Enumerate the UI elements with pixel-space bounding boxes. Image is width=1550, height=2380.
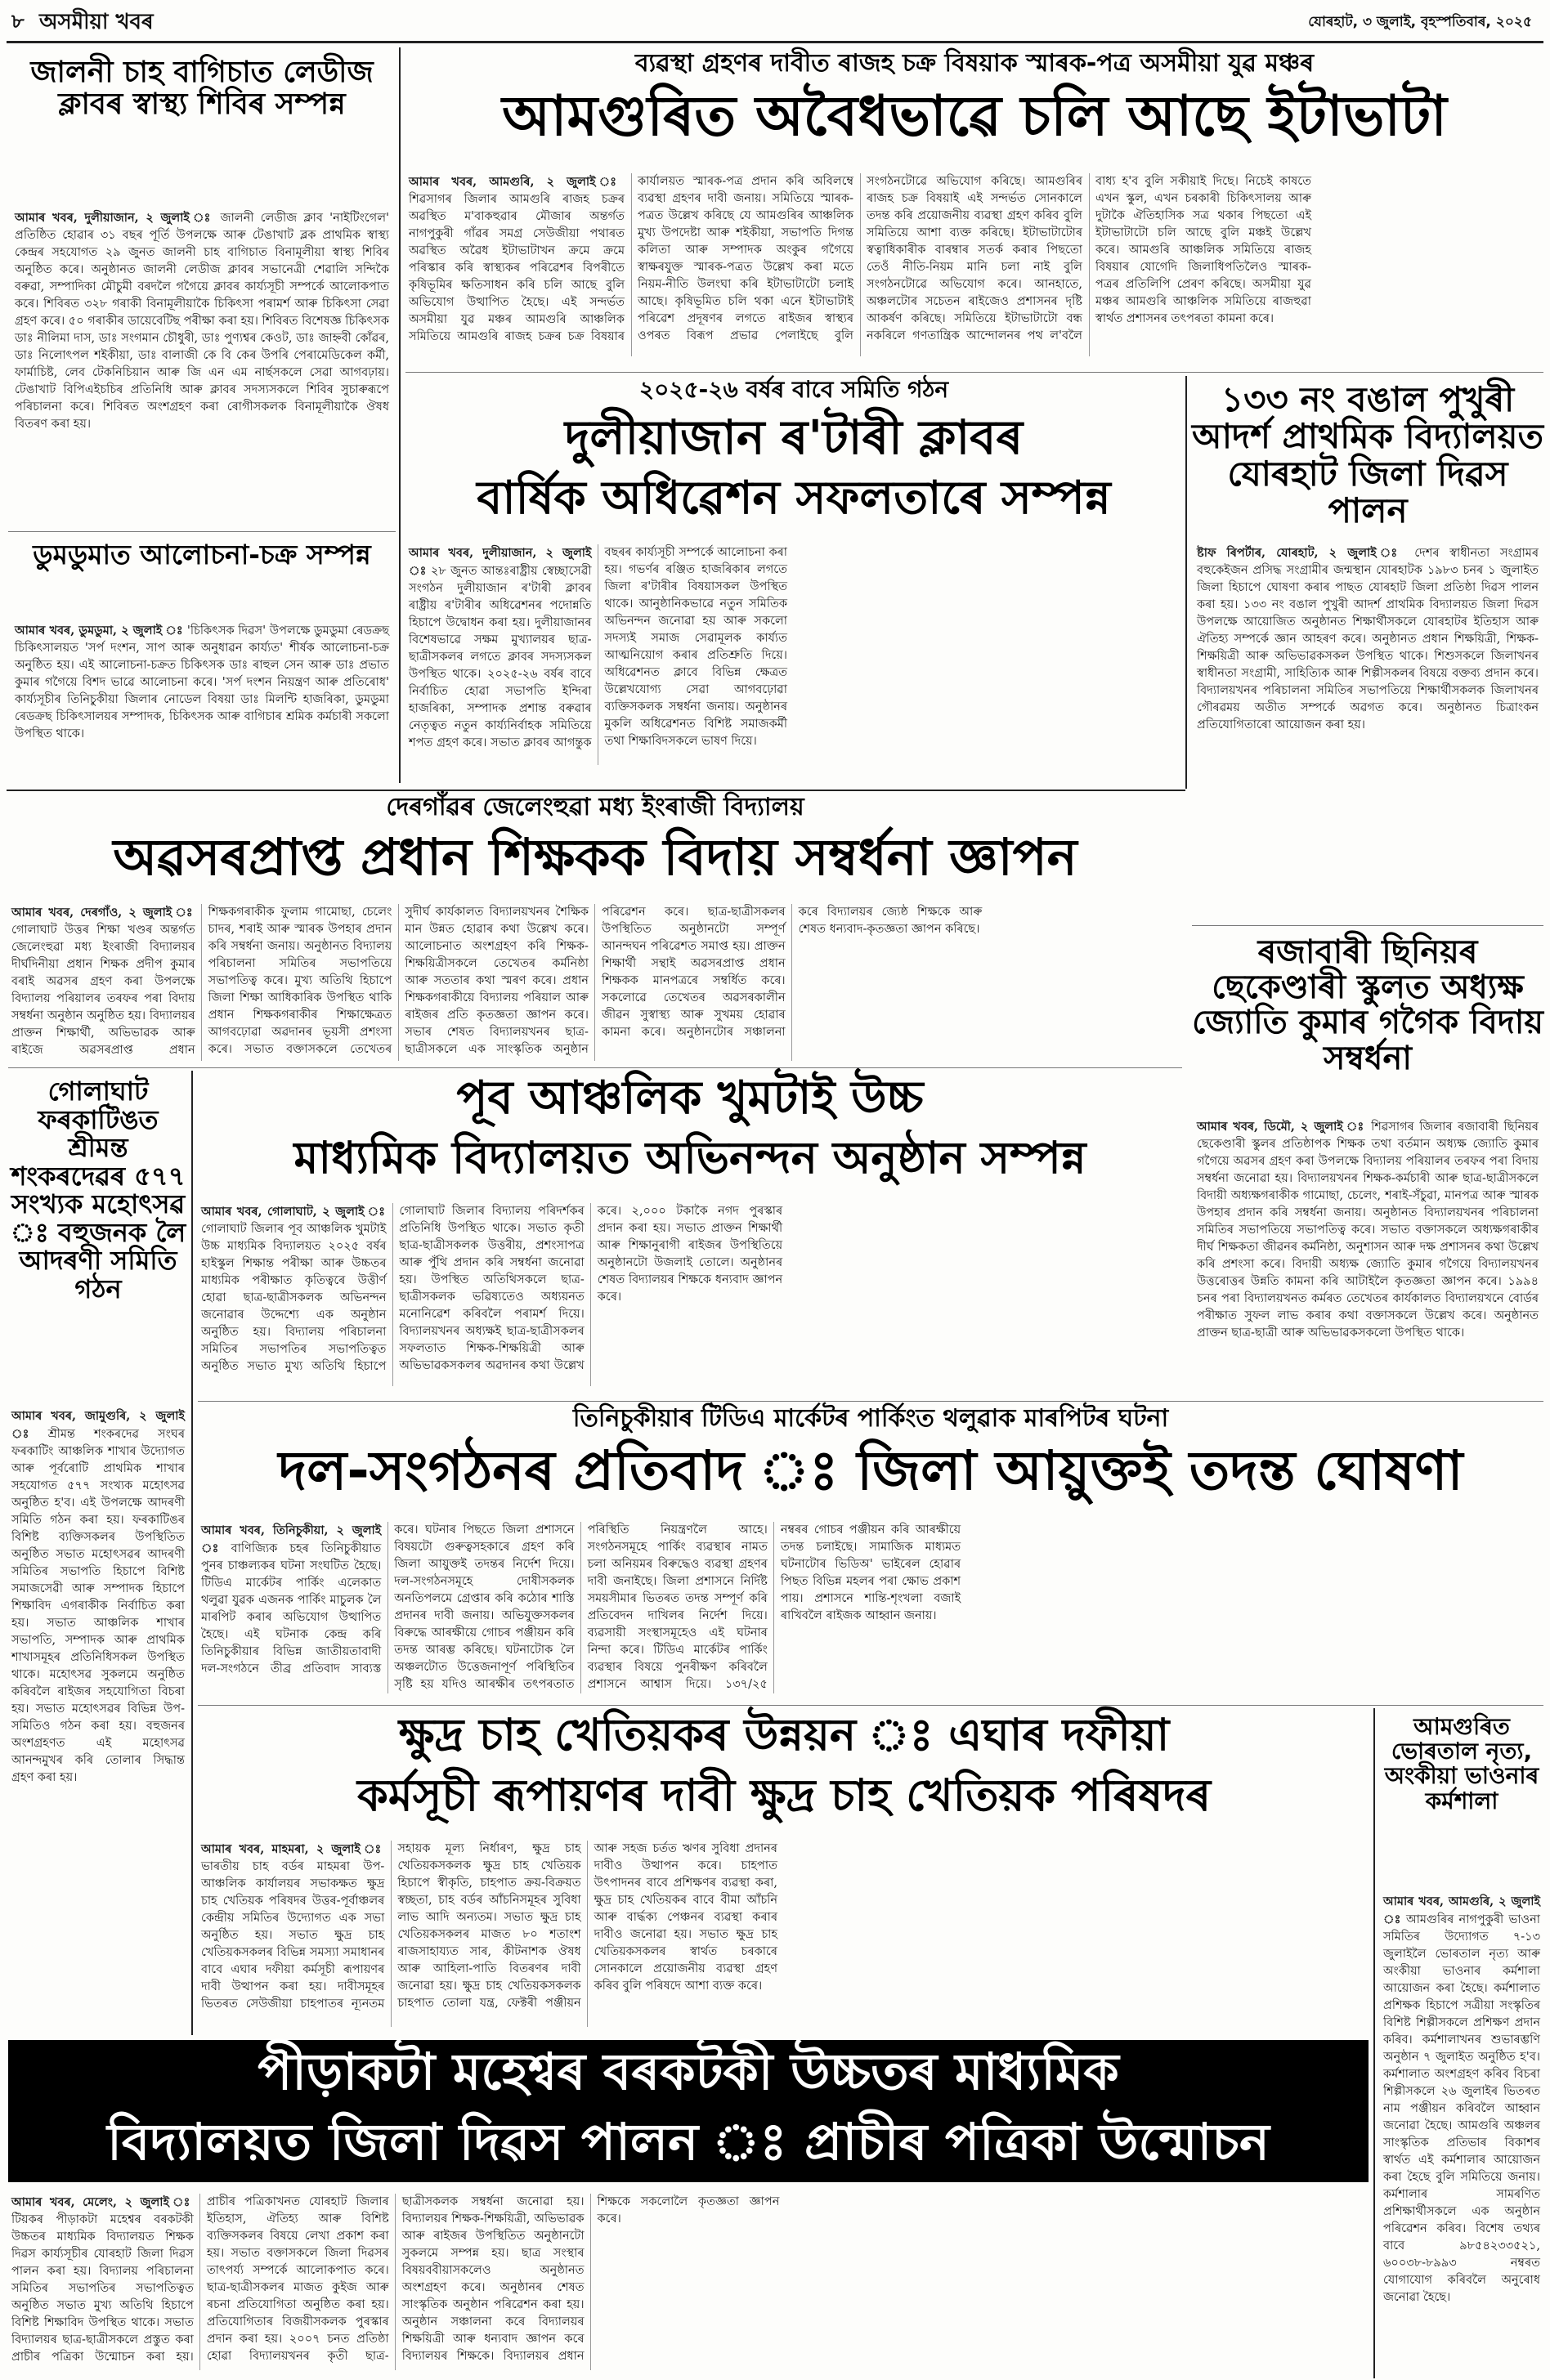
header-rule xyxy=(7,41,1543,43)
story-body xyxy=(198,1198,1182,1391)
headline: অৱসৰপ্ৰাপ্ত প্ৰধান শিক্ষকক বিদায় সম্বৰ্ধনা জ্ঞাপন xyxy=(113,827,1077,887)
body-text: শিৱসাগৰ জিলাৰ ৰজাবাৰী ছিনিয়ৰ ছেকেণ্ডাৰী স্কুলৰ প্ৰতিষ্ঠাপক শিক্ষক তথা বৰ্তমান অধ্যক্ষ জ্যোতি কুমাৰ গগৈয়ে অৱসৰ গ্ৰহণ কৰা উপলক্ষে বিদ্যালয় পৰিয়ালৰ তৰফৰ পৰা বিদায় সম্বৰ্ধনা জনোৱা হয়। বিদ্যালয়খনৰ শিক্ষক-কৰ্মচাৰী আৰু ছাত্ৰ-ছাত্ৰীসকলে বিদায়ী অধ্যক্ষগৰাকীক গামোছা, চেলেং, শৰাই-সঁচুৱা, মানপত্ৰ আৰু স্মাৰক উপহাৰ প্ৰদান কৰি সম্বৰ্ধনা জনায়। অনুষ্ঠানত বিদ্যালয়খনৰ পৰিচালনা সমিতিৰ সভাপতিয়ে সভাপতিত্ব কৰে। সভাত বক্তাসকলে অধ্যক্ষগৰাকীৰ দীৰ্ঘ শিক্ষকতা জীৱনৰ কৰ্মনিষ্ঠা, অনুশাসন আৰু দক্ষ প্ৰশাসনৰ কথা উল্লেখ কৰি প্ৰশংসা কৰে। বিদায়ী অধ্যক্ষ জ্যোতি কুমাৰ গগৈয়ে বিদ্যালয়খনৰ উত্তৰোত্তৰ উন্নতি কামনা কৰি আটাইলৈ কৃতজ্ঞতা জ্ঞাপন কৰে। ১৯৯৪ চনৰ পৰা বিদ্যালয়খনত কৰ্মৰত তেখেতৰ কাৰ্যকালত বিদ্যালয়খনে বোৰ্ডৰ পৰীক্ষাত সুফল লাভ কৰাৰ কথা বক্তাসকলে উল্লেখ কৰে। অনুষ্ঠানত প্ৰাক্তন ছাত্ৰ-ছাত্ৰী আৰু অভিভাৱকসকলো উপস্থিত থাকে। xyxy=(1197,1121,1539,1340)
story-tinsukia xyxy=(198,1406,1543,1700)
story-body xyxy=(198,1517,1543,1698)
body-text: 'চিকিৎসক দিৱস' উপলক্ষে ডুমডুমা ৰেডক্ৰছ চিকিৎসালয়ত 'সৰ্প দংশন, সাপ আৰু অনুধাৱন কাৰ্য্যত' শীৰ্ষক আলোচনা-চক্ৰ অনুষ্ঠিত হয়। এই আলোচনা-চক্ৰত চিকিৎসক ডাঃ ৰাহুল সেন আৰু ডাঃ প্ৰভাত কুমাৰ গগৈয়ে বিশদ ভাৱে আলোচনা কৰে। 'সৰ্প দংশন নিয়ন্ত্ৰণ আৰু প্ৰতিৰোধ' কাৰ্য্যসূচীৰ তিনিচুকীয়া জিলাৰ নোডেল বিষয়া ডাঃ মিলন্টি হাজৰিকা, ডুমডুমা ৰেডক্ৰছ চিকিৎসালয়ৰ সম্পাদক, চিকিৎসক আৰু বাগিচাৰ শ্ৰমিক কৰ্মচাৰী সকলো উপস্থিত থাকে। xyxy=(15,624,389,740)
story-body xyxy=(198,1836,1370,2032)
story-primary-school xyxy=(1192,378,1543,786)
story-small-tea xyxy=(198,1711,1370,2030)
dateline: আমাৰ খবৰ, দুলীয়াজান, ২ জুলাই ঃ xyxy=(15,211,221,225)
divider xyxy=(198,1705,1543,1706)
dateline: আমাৰ খবৰ, দুলীয়াজান, ২ জুলাই ঃ xyxy=(409,546,592,578)
story-body xyxy=(1192,1115,1543,1424)
headline: ডুমডুমাত আলোচনা-চক্ৰ সম্পন্ন xyxy=(33,539,371,570)
story-rajabari xyxy=(1192,932,1543,1422)
dateline: ষ্টাফ ৰিপৰ্টাৰ, যোৰহাট, ২ জুলাই ঃ xyxy=(1197,546,1415,560)
kicker: ব্যৱস্থা গ্ৰহণৰ দাবীত ৰাজহ চক্ৰ বিষয়াক স্মাৰক-পত্ৰ অসমীয়া যুৱ মঞ্চৰ xyxy=(634,49,1315,78)
column-rule xyxy=(399,47,401,783)
body-text: শিৱসাগৰ জিলাৰ আমগুৰি ৰাজহ চক্ৰৰ অৱস্থিত ম'বাকহুৱাৰ মৌজাৰ অন্তৰ্গত নাগপুকুৰী গাঁৱৰ সমগ্ৰ সেউজীয়া পথাৰত অৱস্থিত অৱৈধ ইটাভাটাখন ক্ৰমে ক্ৰমে পৰিস্কাৰ কৰি স্বাস্থ্যকৰ পৰিৱেশৰ বিপৰীতে কৃষিভূমিৰ ক্ষতিসাধন কৰি চলি আছে বুলি অভিযোগ উত্থাপিত হৈছে। এই সন্দৰ্ভত অসমীয়া যুৱ মঞ্চৰ আমগুৰি আঞ্চলিক সমিতিয়ে আমগুৰি ৰাজহ চক্ৰৰ চক্ৰ বিষয়াৰ কাৰ্যালয়ত স্মাৰক-পত্ৰ প্ৰদান কৰি অবিলম্বে ব্যৱস্থা গ্ৰহণৰ দাবী জনায়। সমিতিয়ে স্মাৰক-পত্ৰত উল্লেখ কৰিছে যে আমগুৰিৰ আঞ্চলিক মুখ্য উপদেষ্টা আৰু শইকীয়া, সভাপতি দিগন্ত কলিতা আৰু সম্পাদক অংকুৰ গগৈয়ে স্বাক্ষৰযুক্ত স্মাৰক-পত্ৰত উল্লেখ কৰা মতে নিয়ম-নীতি উলংঘা কৰি ইটাভাটাটো চলাই আছে। কৃষিভূমিত চলি থকা এনে ইটাভাটাই পৰিৱেশ প্ৰদূষণৰ লগতে ৰাইজৰ স্বাস্থ্যৰ ওপৰত বিৰূপ প্ৰভাৱ পেলাইছে বুলি সংগঠনটোৱে অভিযোগ কৰিছে। আমগুৰিৰ ৰাজহ চক্ৰ বিষয়াই এই সন্দৰ্ভত সোনকালে তদন্ত কৰি প্ৰয়োজনীয় ব্যৱস্থা গ্ৰহণ কৰিব বুলি সমিতিয়ে আশা ব্যক্ত কৰিছে। ইটাভাটাটোৰ স্বত্বাধিকাৰীক বাৰম্বাৰ সতৰ্ক কৰাৰ পিছতো তেওঁ নীতি-নিয়ম মানি চলা নাই বুলি সংগঠনটোৱে অভিযোগ কৰে। আনহাতে, অঞ্চলটোৰ সচেতন ৰাইজেও প্ৰশাসনৰ দৃষ্টি আকৰ্ষণ কৰিছে। সমিতিয়ে ইটাভাটাটো বন্ধ নকৰিলে গণতান্ত্ৰিক আন্দোলনৰ পথ ল'বলৈ বাধ্য হ'ব বুলি সকীয়াই দিছে। নিচেই কাষতে এখন স্কুল, এখন চৰকাৰী চিকিৎসালয় আৰু দুটাকৈ ঐতিহাসিক সত্ৰ থকাৰ পিছতো এই ইটাভাটাটো চলি আছে বুলি মঞ্চই উল্লেখ কৰে। আমগুৰি আঞ্চলিক সমিতিয়ে ৰাজহ বিষয়াৰ যোগেদি জিলাধিপতিলৈও স্মাৰক-পত্ৰৰ প্ৰতিলিপি প্ৰেৰণ কৰিছে। অসমীয়া যুৱ মঞ্চৰ আমগুৰি আঞ্চলিক সমিতিয়ে ৰাজহুৱা স্বাৰ্থত প্ৰশাসনৰ তৎপৰতা কামনা কৰে। xyxy=(409,175,1311,343)
headline-line-2: কৰ্মসূচী ৰূপায়ণৰ দাবী ক্ষুদ্ৰ চাহ খেতিয়ক পৰিষদৰ xyxy=(357,1769,1211,1821)
column-rule xyxy=(1373,1708,1375,2378)
headline: আমগুৰিত ভোৰতাল নৃত্য, অংকীয়া ভাওনাৰ কৰ্মশালা xyxy=(1384,1713,1539,1814)
body-text: গোলাঘাট উত্তৰ শিক্ষা খণ্ডৰ অন্তৰ্গত জেলেংহুৱা মধ্য ইংৰাজী বিদ্যালয়ৰ দীৰ্ঘদিনীয়া প্ৰধান শিক্ষক প্ৰদীপ কুমাৰ বৰাই অৱসৰ গ্ৰহণ কৰা উপলক্ষে বিদ্যালয় পৰিয়ালৰ তৰফৰ পৰা বিদায় সম্বৰ্ধনা অনুষ্ঠান অনুষ্ঠিত হয়। বিদ্যালয়ৰ প্ৰাক্তন শিক্ষাৰ্থী, অভিভাৱক আৰু ৰাইজে অৱসৰপ্ৰাপ্ত প্ৰধান শিক্ষকগৰাকীক ফুলাম গামোছা, চেলেং চাদৰ, শৰাই আৰু স্মাৰক উপহাৰ প্ৰদান কৰি সম্বৰ্ধনা জনায়। অনুষ্ঠানত বিদ্যালয় পৰিচালনা সমিতিৰ সভাপতিয়ে সভাপতিত্ব কৰে। মুখ্য অতিথি হিচাপে জিলা শিক্ষা আধিকাৰিক উপস্থিত থাকি প্ৰধান শিক্ষকগৰাকীৰ শিক্ষাক্ষেত্ৰত আগবঢ়োৱা অৱদানৰ ভূয়সী প্ৰশংসা কৰে। সভাত বক্তাসকলে তেখেতৰ সুদীৰ্ঘ কাৰ্যকালত বিদ্যালয়খনৰ শৈক্ষিক মান উন্নত হোৱাৰ কথা উল্লেখ কৰে। আলোচনাত অংশগ্ৰহণ কৰি শিক্ষক-শিক্ষয়িত্ৰীসকলে তেখেতৰ কৰ্মনিষ্ঠা আৰু সততাৰ কথা স্মৰণ কৰে। প্ৰধান শিক্ষকগৰাকীয়ে বিদ্যালয় পৰিয়াল আৰু ৰাইজৰ প্ৰতি কৃতজ্ঞতা জ্ঞাপন কৰে। সভাৰ শেষত বিদ্যালয়খনৰ ছাত্ৰ-ছাত্ৰীসকলে এক সাংস্কৃতিক অনুষ্ঠান পৰিৱেশন কৰে। ছাত্ৰ-ছাত্ৰীসকলৰ উপস্থিতিত অনুষ্ঠানটো সম্পূৰ্ণ আনন্দঘন পৰিৱেশত সমাপ্ত হয়। প্ৰাক্তন শিক্ষাৰ্থী সন্থাই অৱসৰপ্ৰাপ্ত প্ৰধান শিক্ষকক মানপত্ৰৰে সম্বৰ্ধিত কৰে। সকলোৱে তেখেতৰ অৱসৰকালীন জীৱন সুস্বাস্থ্য আৰু সুখময় হোৱাৰ কামনা কৰে। অনুষ্ঠানটোৰ সঞ্চালনা কৰে বিদ্যালয়ৰ জ্যেষ্ঠ শিক্ষকে আৰু শেষত ধন্যবাদ-কৃতজ্ঞতা জ্ঞাপন কৰিছে। xyxy=(11,906,983,1057)
story-retired-headmaster xyxy=(8,794,1182,1064)
page-number: ৮ xyxy=(11,10,25,33)
column-rule xyxy=(1185,376,1187,789)
headline-line-1: দুলীয়াজান ৰ'টাৰী ক্লাবৰ xyxy=(564,409,1024,465)
story-body xyxy=(1380,1890,1543,2373)
story-rotary xyxy=(405,378,1182,786)
date-line: যোৰহাট, ৩ জুলাই, বৃহস্পতিবাৰ, ২০২৫ xyxy=(1308,14,1532,30)
story-body xyxy=(405,168,1543,361)
headline: জালনী চাহ বাগিচাত লেডীজ ক্লাবৰ স্বাস্থ্য শিবিৰ সম্পন্ন xyxy=(30,56,374,121)
dateline: আমাৰ খবৰ, আমগুৰি, ২ জুলাই ঃ xyxy=(1383,1895,1540,1926)
dateline: আমাৰ খবৰ, তিনিচুকীয়া, ২ জুলাই ঃ xyxy=(201,1523,382,1555)
story-body xyxy=(405,539,1182,770)
headline: দল-সংগঠনৰ প্ৰতিবাদ ঃ জিলা আয়ুক্তই তদন্ত ঘোষণা xyxy=(278,1439,1463,1502)
story-body xyxy=(8,1404,188,2032)
divider xyxy=(198,1401,1543,1402)
story-body xyxy=(8,206,396,515)
headline-line-1: ক্ষুদ্ৰ চাহ খেতিয়কৰ উন্নয়ন ঃ এঘাৰ দফীয়া xyxy=(398,1709,1170,1760)
kicker: দেৰগাঁৱৰ জেলেংহুৱা মধ্য ইংৰাজী বিদ্যালয় xyxy=(386,793,804,821)
story-bhortal xyxy=(1380,1711,1543,2373)
divider xyxy=(1192,925,1543,926)
body-text: ভাৰতীয় চাহ বৰ্ডৰ মাহমৰা উপ-আঞ্চলিক কাৰ্যালয়ৰ সভাকক্ষত ক্ষুদ্ৰ চাহ খেতিয়ক পৰিষদৰ উত্তৰ-পূৰ্বাঞ্চলৰ কেন্দ্ৰীয় সমিতিৰ উদ্যোগত এক সভা অনুষ্ঠিত হয়। সভাত ক্ষুদ্ৰ চাহ খেতিয়কসকলৰ বিভিন্ন সমস্যা সমাধানৰ বাবে এঘাৰ দফীয়া কৰ্মসূচী ৰূপায়ণৰ দাবী উত্থাপন কৰা হয়। দাবীসমূহৰ ভিতৰত সেউজীয়া চাহপাতৰ ন্যূনতম সহায়ক মূল্য নিৰ্ধাৰণ, ক্ষুদ্ৰ চাহ খেতিয়কসকলক ক্ষুদ্ৰ চাহ খেতিয়ক হিচাপে স্বীকৃতি, চাহপাত ক্ৰয়-বিক্ৰয়ত স্বচ্ছতা, চাহ বৰ্ডৰ আঁচনিসমূহৰ সুবিধা লাভ আদি অন্যতম। সভাত ক্ষুদ্ৰ চাহ খেতিয়কসকলৰ মাজত ৮০ শতাংশ ৰাজসাহায্যত সাৰ, কীটনাশক ঔষধ আৰু আহিলা-পাতি বিতৰণৰ দাবী জনোৱা হয়। ক্ষুদ্ৰ চাহ খেতিয়কসকলক চাহপাত তোলা যন্ত্ৰ, ফেক্টৰী পঞ্জীয়ন আৰু সহজ চৰ্তত ঋণৰ সুবিধা প্ৰদানৰ দাবীও উত্থাপন কৰে। চাহপাত উৎপাদনৰ বাবে প্ৰশিক্ষণৰ ব্যৱস্থা কৰা, ক্ষুদ্ৰ চাহ খেতিয়কৰ বাবে বীমা আঁচনি আৰু বাৰ্দ্ধক্য পেঞ্চনৰ ব্যৱস্থা কৰাৰ দাবীও জনোৱা হয়। সভাত ক্ষুদ্ৰ চাহ খেতিয়কসকলৰ স্বাৰ্থত চৰকাৰে সোনকালে প্ৰয়োজনীয় ব্যৱস্থা গ্ৰহণ কৰিব বুলি পৰিষদে আশা ব্যক্ত কৰে। xyxy=(201,1842,777,2011)
headline-line-1: পূব আঞ্চলিক খুমটাই উচ্চ xyxy=(456,1071,924,1125)
paper-name: অসমীয়া খবৰ xyxy=(39,10,154,34)
story-pirakata xyxy=(8,2190,1369,2373)
headline-line-2: বাৰ্ষিক অধিৱেশন সফলতাৰে সম্পন্ন xyxy=(477,472,1111,525)
column-rule xyxy=(191,1071,193,2035)
body-text: দেশৰ স্বাধীনতা সংগ্ৰামৰ বহুকেইজন প্ৰসিদ্ধ সংগ্ৰামীৰ জন্মস্থান যোৰহাটক ১৯৮৩ চনৰ ১ জুলাইত জিলা হিচাপে ঘোষণা কৰাৰ পাছত যোৰহাট জিলা প্ৰতিষ্ঠা দিৱস পালন কৰা হয়। ১৩৩ নং বঙাল পুখুৰী আদৰ্শ প্ৰাথমিক বিদ্যালয়ত জিলা দিৱস উপলক্ষে আয়োজিত অনুষ্ঠানত শিক্ষাৰ্থীসকলে যোৰহাটৰ ইতিহাস আৰু ঐতিহ্য সম্পৰ্কে জ্ঞান আহৰণ কৰে। অনুষ্ঠানত প্ৰধান শিক্ষয়িত্ৰী, শিক্ষক-শিক্ষয়িত্ৰী আৰু অভিভাৱকসকল উপস্থিত থাকে। শিশুসকলে জিলাখনৰ স্বাধীনতা সংগ্ৰামী, সাহিত্যিক আৰু শিল্পীসকলৰ বিষয়ে বক্তব্য প্ৰদান কৰে। বিদ্যালয়খনৰ পৰিচালনা সমিতিৰ সভাপতিয়ে শিক্ষাৰ্থীসকলক জিলাখনৰ গৌৰৱময় অতীত সম্পৰ্কে অৱগত কৰে। অনুষ্ঠানত চিত্ৰাংকন প্ৰতিযোগিতাৰো আয়োজন কৰা হয়। xyxy=(1197,547,1539,731)
section-rule xyxy=(7,790,1185,791)
story-body xyxy=(8,2190,1369,2373)
headline: গোলাঘাট ফৰকাটিঙত শ্ৰীমন্ত শংকৰদেৱৰ ৫৭৭ সংখ্যক মহোৎসৱ ঃ বহুজনক লৈ আদৰণী সমিতি গঠন xyxy=(10,1076,186,1304)
body-text: ২৮ জুনত আন্তঃৰাষ্ট্ৰীয় স্বেচ্ছাসেৱী সংগঠন দুলীয়াজান ৰ'টাৰী ক্লাবৰ ৰাষ্ট্ৰীয় ৰ'টাৰীৰ অধিৱেশনৰ পদোন্নতি হিচাপে উদ্বোধন কৰা হয়। দুলীয়াজানৰ বিশেষভাৱে সক্ষম মুখ্যালয়ৰ ছাত্ৰ-ছাত্ৰীসকলৰ লগতে ক্লাবৰ সদস্যসকল উপস্থিত থাকে। ২০২৫-২৬ বৰ্ষৰ বাবে নিৰ্বাচিত হোৱা সভাপতি ইন্দিৰা হাজৰিকা, সম্পাদক প্ৰশান্ত বৰুৱাৰ নেতৃত্বত নতুন কাৰ্য্যনিৰ্বাহক সমিতিয়ে শপত গ্ৰহণ কৰে। সভাত ক্লাবৰ আগন্তুক বছৰৰ কাৰ্য্যসূচী সম্পৰ্কে আলোচনা কৰা হয়। গভৰ্ণৰ ৰঞ্জিত হাজৰিকাৰ লগতে জিলা ৰ'টাৰীৰ বিষয়াসকল উপস্থিত থাকে। আনুষ্ঠানিকভাৱে নতুন সমিতিক অভিনন্দন জনোৱা হয় আৰু সকলো সদস্যই সমাজ সেৱামূলক কাৰ্য্যত আত্মনিয়োগ কৰাৰ প্ৰতিশ্ৰুতি দিয়ে। অধিৱেশনত ক্লাবে বিভিন্ন ক্ষেত্ৰত উল্লেখযোগ্য সেৱা আগবঢ়োৱা ব্যক্তিসকলক সম্বৰ্ধনা জনায়। অনুষ্ঠানৰ মুকলি অধিৱেশনত বিশিষ্ট সমাজকৰ্মী তথা শিক্ষাবিদসকলে ভাষণ দিয়ে। xyxy=(409,546,787,749)
story-khumtai xyxy=(198,1071,1182,1393)
story-lady-club xyxy=(8,51,396,525)
story-body xyxy=(1192,541,1543,785)
divider xyxy=(8,1067,1182,1068)
page-header xyxy=(0,0,1550,42)
body-text: জালনী লেডীজ ক্লাব 'নাইটিংগেল' প্ৰতিষ্ঠিত হোৱাৰ ৩১ বছৰ পূৰ্তি উপলক্ষে আৰু টেঙাখাট ব্লক প্ৰাথমিক স্বাস্থ্য কেন্দ্ৰৰ সহযোগত ২৯ জুনত জালনী চাহ বাগিচাত বিনামূলীয়া স্বাস্থ্য শিবিৰ অনুষ্ঠিত কৰে। অনুষ্ঠানত জালনী লেডীজ ক্লাবৰ সভানেত্ৰী শেৱালি সন্দিকৈ বৰুৱা, সম্পাদিকা মৌচুমী বৰদলৈ গগৈয়ে ক্লাবৰ কাৰ্য্যসূচী সম্পৰ্কে আলোকপাত কৰে। শিবিৰত ৩২৮ গৰাকী বিনামূলীয়াকৈ চিকিৎসা পৰামৰ্শ আৰু চিকিৎসা সেৱা গ্ৰহণ কৰে। ৫০ গৰাকীৰ ডায়েবেটিছ পৰীক্ষা কৰা হয়। শিবিৰত বিশেষজ্ঞ চিকিৎসক ডাঃ নীলিমা দাস, ডাঃ সংগমান চৌধুৰী, ডাঃ পুণ্যশ্বৰ কেওট, ডাঃ জাহ্নবী কোঁৱৰ, ডাঃ নিলোৎপল শইকীয়া, ডাঃ বালাজী কে বি কেৰ উপৰি পেৰামেডিকেল কৰ্মী, ফাৰ্মাচিষ্ট, লেব টেকনিচিয়ান আৰু জি এন এম নাৰ্ছসকলে সেৱা আগবঢ়ায়। টেঙাখাট বিপিএইচচিৰ প্ৰতিনিধি আৰু ক্লাবৰ সদস্যসকলে শিবিৰ সুচাৰুৰূপে পৰিচালনা কৰে। শিবিৰত অংশগ্ৰহণ কৰা ৰোগীসকলক বিনামূলীয়াকৈ ঔষধ বিতৰণ কৰা হয়। xyxy=(15,212,389,431)
divider xyxy=(8,531,396,532)
dateline: আমাৰ খবৰ, মাহমৰা, ২ জুলাই ঃ xyxy=(201,1842,385,1856)
body-text: টিয়কৰ পীড়াকটা মহেশ্বৰ বৰকটকী উচ্চতৰ মাধ্যমিক বিদ্যালয়ত শিক্ষক দিৱস কাৰ্য্যসূচীৰ যোৰহাট জিলা দিৱস পালন কৰা হয়। বিদ্যালয় পৰিচালনা সমিতিৰ সভাপতিৰ সভাপতিত্বত অনুষ্ঠিত সভাত মুখ্য অতিথি হিচাপে বিশিষ্ট শিক্ষাবিদ উপস্থিত থাকে। সভাত বিদ্যালয়ৰ ছাত্ৰ-ছাত্ৰীসকলে প্ৰস্তুত কৰা প্ৰাচীৰ পত্ৰিকা উন্মোচন কৰা হয়। প্ৰাচীৰ পত্ৰিকাখনত যোৰহাট জিলাৰ ইতিহাস, ঐতিহ্য আৰু বিশিষ্ট ব্যক্তিসকলৰ বিষয়ে লেখা প্ৰকাশ কৰা হয়। সভাত বক্তাসকলে জিলা দিৱসৰ তাৎপৰ্য্য সম্পৰ্কে আলোকপাত কৰে। ছাত্ৰ-ছাত্ৰীসকলৰ মাজত কুইজ আৰু ৰচনা প্ৰতিযোগিতা অনুষ্ঠিত কৰা হয়। প্ৰতিযোগিতাৰ বিজয়ীসকলক পুৰস্কাৰ প্ৰদান কৰা হয়। ২০০৭ চনত প্ৰতিষ্ঠা হোৱা বিদ্যালয়খনৰ কৃতী ছাত্ৰ-ছাত্ৰীসকলক সম্বৰ্ধনা জনোৱা হয়। বিদ্যালয়ৰ শিক্ষক-শিক্ষয়িত্ৰী, অভিভাৱক আৰু ৰাইজৰ উপস্থিতিত অনুষ্ঠানটো সুকলমে সম্পন্ন হয়। ছাত্ৰ সংস্থাৰ বিষয়ববীয়াসকলেও অনুষ্ঠানত অংশগ্ৰহণ কৰে। অনুষ্ঠানৰ শেষত সাংস্কৃতিক অনুষ্ঠান পৰিৱেশন কৰা হয়। অনুষ্ঠান সঞ্চালনা কৰে বিদ্যালয়ৰ শিক্ষয়িত্ৰী আৰু ধন্যবাদ জ্ঞাপন কৰে বিদ্যালয়ৰ শিক্ষকে। বিদ্যালয়ৰ প্ৰধান শিক্ষকে সকলোলৈ কৃতজ্ঞতা জ্ঞাপন কৰে। xyxy=(11,2195,780,2364)
story-dumdooma xyxy=(8,535,396,781)
body-text: শ্ৰীমন্ত শংকৰদেৱ সংঘৰ ফৰকাটিং আঞ্চলিক শাখাৰ উদ্যোগত আৰু পূৰ্বৰোটি প্ৰাথমিক শাখাৰ সহযোগত ৫৭৭ সংখ্যক মহোৎসৱ অনুষ্ঠিত হ'ব। এই উপলক্ষে আদৰণী সমিতি গঠন কৰা হয়। ফৰকাটিঙৰ বিশিষ্ট ব্যক্তিসকলৰ উপস্থিতিত অনুষ্ঠিত সভাত মহোৎসৱৰ আদৰণী সমিতিৰ সভাপতি হিচাপে বিশিষ্ট সমাজসেৱী আৰু সম্পাদক হিচাপে শিক্ষাবিদ এগৰাকীক নিৰ্বাচিত কৰা হয়। সভাত আঞ্চলিক শাখাৰ সভাপতি, সম্পাদক আৰু প্ৰাথমিক শাখাসমূহৰ প্ৰতিনিধিসকল উপস্থিত থাকে। মহোৎসৱ সুকলমে অনুষ্ঠিত কৰিবলৈ ৰাইজৰ সহযোগিতা বিচৰা হয়। সভাত মহোৎসৱৰ বিভিন্ন উপ-সমিতিও গঠন কৰা হয়। বহুজনৰ অংশগ্ৰহণত এই মহোৎসৱ আনন্দমুখৰ কৰি তোলাৰ সিদ্ধান্ত গ্ৰহণ কৰা হয়। xyxy=(11,1428,185,1784)
headline-line-1: পীড়াকটা মহেশ্বৰ বৰকটকী উচ্চতৰ মাধ্যমিক xyxy=(258,2042,1119,2101)
dateline: আমাৰ খবৰ, ডুমডুমা, ২ জুলাই ঃ xyxy=(15,624,187,638)
body-text: গোলাঘাট জিলাৰ পূব আঞ্চলিক খুমটাই উচ্চ মাধ্যমিক বিদ্যালয়ত ২০২৫ বৰ্ষৰ হাইস্কুল শিক্ষান্ত পৰীক্ষা আৰু উচ্চতৰ মাধ্যমিক পৰীক্ষাত কৃতিত্বৰে উত্তীৰ্ণ হোৱা ছাত্ৰ-ছাত্ৰীসকলক অভিনন্দন জনোৱাৰ উদ্দেশ্যে এক অনুষ্ঠান অনুষ্ঠিত হয়। বিদ্যালয় পৰিচালনা সমিতিৰ সভাপতিৰ সভাপতিত্বত অনুষ্ঠিত সভাত মুখ্য অতিথি হিচাপে গোলাঘাট জিলাৰ বিদ্যালয় পৰিদৰ্শকৰ প্ৰতিনিধি উপস্থিত থাকে। সভাত কৃতী ছাত্ৰ-ছাত্ৰীসকলক উত্তৰীয়, প্ৰশংসাপত্ৰ আৰু পুঁথি প্ৰদান কৰি সম্বৰ্ধনা জনোৱা হয়। উপস্থিত অতিথিসকলে ছাত্ৰ-ছাত্ৰীসকলক ভৱিষ্যতেও অধ্যয়নত মনোনিৱেশ কৰিবলৈ পৰামৰ্শ দিয়ে। বিদ্যালয়খনৰ অধ্যক্ষই ছাত্ৰ-ছাত্ৰীসকলৰ সফলতাত শিক্ষক-শিক্ষয়িত্ৰী আৰু অভিভাৱকসকলৰ অৱদানৰ কথা উল্লেখ কৰে। ২,০০০ টকাকৈ নগদ পুৰস্কাৰ প্ৰদান কৰা হয়। সভাত প্ৰাক্তন শিক্ষাৰ্থী আৰু শিক্ষানুৰাগী ৰাইজৰ উপস্থিতিয়ে অনুষ্ঠানটো উজলাই তোলে। অনুষ্ঠানৰ শেষত বিদ্যালয়ৰ শিক্ষকে ধন্যবাদ জ্ঞাপন কৰে। xyxy=(201,1205,783,1373)
dateline: আমাৰ খবৰ, জামুগুৰি, ২ জুলাই ঃ xyxy=(11,1409,185,1441)
divider xyxy=(405,372,1543,373)
headline-line-2: মাধ্যমিক বিদ্যালয়ত অভিনন্দন অনুষ্ঠান সম্পন্ন xyxy=(293,1132,1086,1183)
dateline: আমাৰ খবৰ, দেৰগাঁও, ২ জুলাই ঃ xyxy=(11,906,195,919)
story-body xyxy=(8,619,396,772)
story-itabhata xyxy=(405,51,1543,369)
dateline: আমাৰ খবৰ, মেলেং, ২ জুলাই ঃ xyxy=(11,2195,194,2209)
dateline: আমাৰ খবৰ, ডিমৌ, ২ জুলাই ঃ xyxy=(1197,1120,1372,1134)
body-text: বাণিজ্যিক চহৰ তিনিচুকীয়াত পুনৰ চাঞ্চল্যকৰ ঘটনা সংঘটিত হৈছে। টিডিএ মাৰ্কেটৰ পাৰ্কিং এলেকাত থলুৱা যুৱক এজনক পাৰ্কিং মাচুলক লৈ মাৰপিট কৰাৰ অভিযোগ উত্থাপিত হৈছে। এই ঘটনাক কেন্দ্ৰ কৰি তিনিচুকীয়াৰ বিভিন্ন জাতীয়তাবাদী দল-সংগঠনে তীব্ৰ প্ৰতিবাদ সাব্যস্ত কৰে। ঘটনাৰ পিছতে জিলা প্ৰশাসনে বিষয়টো গুৰুত্বসহকাৰে গ্ৰহণ কৰি জিলা আয়ুক্তই তদন্তৰ নিৰ্দেশ দিয়ে। দল-সংগঠনসমূহে দোষীসকলক অনতিপলমে গ্ৰেপ্তাৰ কৰি কঠোৰ শাস্তি প্ৰদানৰ দাবী জনায়। অভিযুক্তসকলৰ বিৰুদ্ধে আৰক্ষীয়ে গোচৰ পঞ্জীয়ন কৰি তদন্ত আৰম্ভ কৰিছে। ঘটনাটোক লৈ অঞ্চলটোত উত্তেজনাপূৰ্ণ পৰিস্থিতিৰ সৃষ্টি হয় যদিও আৰক্ষীৰ তৎপৰতাত পৰিস্থিতি নিয়ন্ত্ৰণলৈ আহে। সংগঠনসমূহে পাৰ্কিং ব্যৱস্থাৰ নামত চলা অনিয়মৰ বিৰুদ্ধেও ব্যৱস্থা গ্ৰহণৰ দাবী জনাইছে। জিলা প্ৰশাসনে নিৰ্দিষ্ট সময়সীমাৰ ভিতৰত তদন্ত সম্পূৰ্ণ কৰি প্ৰতিবেদন দাখিলৰ নিৰ্দেশ দিয়ে। ব্যৱসায়ী সংস্থাসমূহেও এই ঘটনাৰ নিন্দা কৰে। টিডিএ মাৰ্কেটৰ পাৰ্কিং ব্যৱস্থাৰ বিষয়ে পুনৰীক্ষণ কৰিবলৈ প্ৰশাসনে আশ্বাস দিয়ে। ১৩৭/২৫ নম্বৰৰ গোচৰ পঞ্জীয়ন কৰি আৰক্ষীয়ে তদন্ত চলাইছে। সামাজিক মাধ্যমত ঘটনাটোৰ ভিডিঅ' ভাইৰেল হোৱাৰ পিছত বিভিন্ন মহলৰ পৰা ক্ষোভ প্ৰকাশ পায়। প্ৰশাসনে শান্তি-শৃংখলা বজাই ৰাখিবলৈ ৰাইজক আহ্বান জনায়। xyxy=(201,1523,961,1691)
dateline: আমাৰ খবৰ, গোলাঘাট, ২ জুলাই ঃ xyxy=(201,1205,387,1219)
story-golaghat-srimanta xyxy=(8,1074,188,2030)
story-body xyxy=(8,899,1182,1066)
dateline: আমাৰ খবৰ, আমগুৰি, ২ জুলাই ঃ xyxy=(409,175,625,189)
headline: আমগুৰিত অবৈধভাৱে চলি আছে ইটাভাটা xyxy=(502,84,1447,149)
body-text: আমগুৰিৰ নাগপুকুৰী ভাওনা সমিতিৰ উদ্যোগত ৭-১৩ জুলাইলৈ ভোৰতাল নৃত্য আৰু অংকীয়া ভাওনাৰ কৰ্মশালা আয়োজন কৰা হৈছে। কৰ্মশালাত প্ৰশিক্ষক হিচাপে সত্ৰীয়া সংস্কৃতিৰ বিশিষ্ট শিল্পীসকলে প্ৰশিক্ষণ প্ৰদান কৰিব। কৰ্মশালাখনৰ শুভাৰম্ভণি অনুষ্ঠান ৭ জুলাইত অনুষ্ঠিত হ'ব। কৰ্মশালাত অংশগ্ৰহণ কৰিব বিচৰা শিল্পীসকলে ২৬ জুলাইৰ ভিতৰত নাম পঞ্জীয়ন কৰিবলৈ আহ্বান জনোৱা হৈছে। আমগুৰি অঞ্চলৰ সাংস্কৃতিক প্ৰতিভাৰ বিকাশৰ স্বাৰ্থত এই কৰ্মশালাৰ আয়োজন কৰা হৈছে বুলি সমিতিয়ে জনায়। কৰ্মশালাৰ সামৰণিত প্ৰশিক্ষাৰ্থীসকলে এক অনুষ্ঠান পৰিৱেশন কৰিব। বিশেষ তথ্যৰ বাবে ৯৮৫৪২৩৩৫২১, ৬০০৩৮-৮৯৯৩ নম্বৰত যোগাযোগ কৰিবলৈ অনুৰোধ জনোৱা হৈছে। xyxy=(1383,1913,1540,2304)
headline-line-2: বিদ্যালয়ত জিলা দিৱস পালন ঃ প্ৰাচীৰ পত্ৰিকা উন্মোচন xyxy=(107,2112,1270,2172)
headline: ১৩৩ নং বঙাল পুখুৰী আদৰ্শ প্ৰাথমিক বিদ্যালয়ত যোৰহাট জিলা দিৱস পালন xyxy=(1192,379,1543,531)
kicker: তিনিচুকীয়াৰ টিডিএ মাৰ্কেটৰ পাৰ্কিংত থলুৱাক মাৰপিটৰ ঘটনা xyxy=(572,1404,1169,1433)
headline: ৰজাবাৰী ছিনিয়ৰ ছেকেণ্ডাৰী স্কুলত অধ্যক্ষ জ্যোতি কুমাৰ গগৈক বিদায় সম্বৰ্ধনা xyxy=(1192,933,1543,1077)
kicker: ২০২৫-২৬ বৰ্ষৰ বাবে সমিতি গঠন xyxy=(638,376,949,403)
story-pirakata-banner xyxy=(8,2040,1369,2182)
